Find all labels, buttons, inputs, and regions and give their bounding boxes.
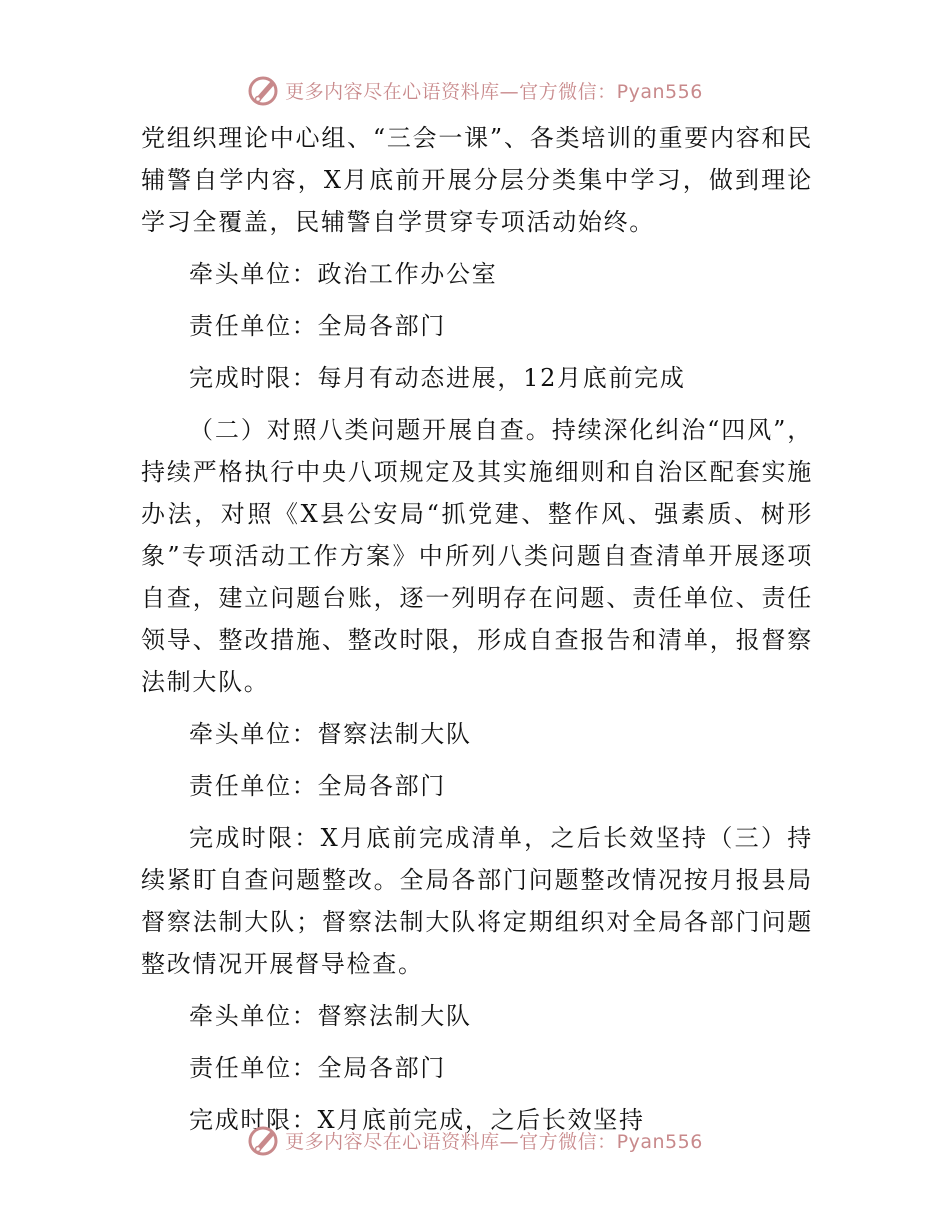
watermark-text: 更多内容尽在心语资料库—官方微信：Pyan556 — [285, 80, 703, 103]
header-watermark — [0, 70, 950, 110]
lead-unit-1: 牵头单位：政治工作办公室 — [189, 260, 498, 288]
lead-unit-3: 牵头单位：督察法制大队 — [189, 1002, 472, 1030]
deadline-3: 完成时限：X月底前完成，之后长效坚持 — [189, 1106, 645, 1134]
watermark-text: 更多内容尽在心语资料库—官方微信：Pyan556 — [285, 1130, 703, 1153]
pen-logo-icon — [247, 73, 281, 107]
deadline-1: 完成时限：每月有动态进展，12月底前完成 — [189, 364, 686, 392]
paragraph-study-content: 党组织理论中心组、“三会一课”、各类培训的重要内容和民辅警自学内容，X月底前开展分层分类集中学习，做到理论学习全覆盖，民辅警自学贯穿专项活动始终。 — [141, 124, 813, 236]
responsible-unit-3: 责任单位：全局各部门 — [189, 1054, 446, 1082]
paragraph-self-inspection: （二）对照八类问题开展自查。持续深化纠治“四风”，持续严格执行中央八项规定及其实施细则和自治区配套实施办法，对照《X县公安局“抓党建、整作风、强素质、树形象”专项活动工作方案》中所列八类问题自查清单开展逐项自查，建立问题台账，逐一列明存在问题、责任单位、责任领导、整改措施、整改时限，形成自查报告和清单，报督察法制大队。 — [141, 416, 813, 696]
responsible-unit-1: 责任单位：全局各部门 — [189, 312, 446, 340]
pen-logo-icon — [247, 1123, 281, 1157]
lead-unit-2: 牵头单位：督察法制大队 — [189, 720, 472, 748]
footer-watermark — [0, 1120, 950, 1160]
responsible-unit-2: 责任单位：全局各部门 — [189, 772, 446, 800]
document-body — [141, 117, 813, 1141]
deadline-2-and-rectification: 完成时限：X月底前完成清单，之后长效坚持（三）持续紧盯自查问题整改。全局各部门问题整改情况按月报县局督察法制大队；督察法制大队将定期组织对全局各部门问题整改情况开展督导检查。 — [141, 824, 813, 978]
